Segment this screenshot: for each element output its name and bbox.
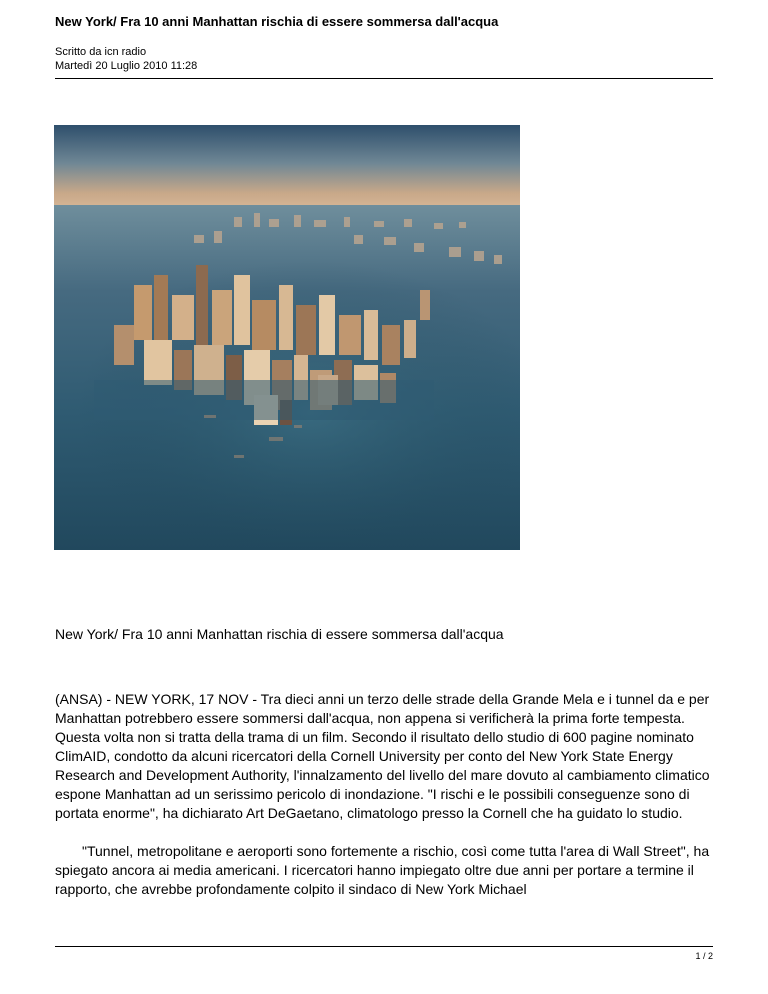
author-line: Scritto da icn radio xyxy=(55,46,147,58)
photo-caption: New York/ Fra 10 anni Manhattan rischia di essere sommersa dall'acqua xyxy=(55,626,504,642)
article-body xyxy=(55,690,715,899)
page-number: 1 / 2 xyxy=(695,951,713,961)
page-title: New York/ Fra 10 anni Manhattan rischia di essere sommersa dall'acqua xyxy=(55,14,499,29)
paragraph: (ANSA) - NEW YORK, 17 NOV - Tra dieci anni un terzo delle strade della Grande Mela e i tunnel da e per Manhattan potrebbero essere sommersi dall'acqua, non appena si verificherà la prima forte tempesta. Questa volta non si tratta della trama di un film. Secondo il risultato dello studio di 600 pagine nominato ClimAID, condotto da alcuni ricercatori della Cornell University per conto del New York State Energy Research and Development Authority, l'innalzamento del livello del mare dovuto al cambiamento climatico espone Manhattan ad un serissimo pericolo di inondazione. "I rischi e le possibili conseguenze sono di portata enorme", ha dichiarato Art DeGaetano, climatologo presso la Cornell che ha guidato lo studio. xyxy=(55,691,710,821)
flooded-manhattan-photo xyxy=(54,125,520,550)
article-meta xyxy=(55,45,197,73)
paragraph: "Tunnel, metropolitane e aeroporti sono fortemente a rischio, così come tutta l'area di Wall Street", ha spiegato ancora ai media americani. I ricercatori hanno impiegato oltre due anni per portare a termine il rapporto, che avrebbe profondamente colpito il sindaco di New York Michael xyxy=(55,843,710,897)
date-line: Martedì 20 Luglio 2010 11:28 xyxy=(55,60,198,72)
header-divider xyxy=(55,78,713,79)
footer-divider xyxy=(55,946,713,947)
